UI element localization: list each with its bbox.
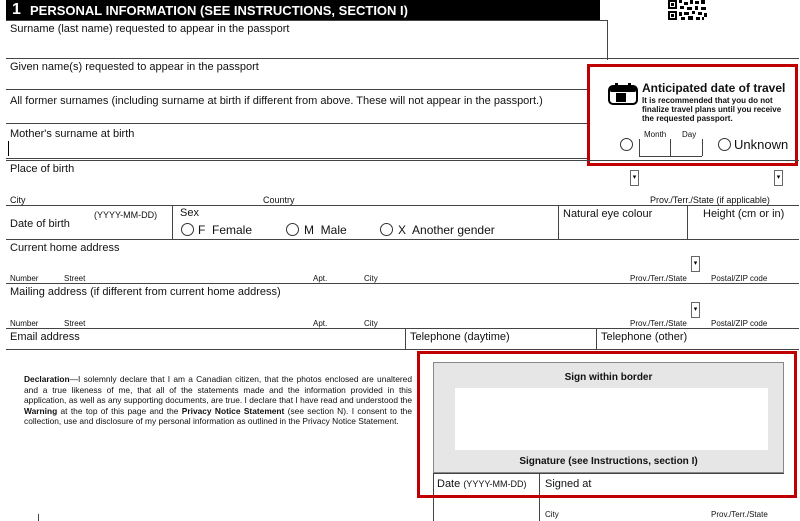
mailing-address-label: Mailing address (if different from current home address) <box>10 286 281 298</box>
birth-prov-label: Prov./Terr./State (if applicable) <box>650 195 770 205</box>
current-city-label: City <box>364 274 378 283</box>
current-postal-label: Postal/ZIP code <box>711 274 768 283</box>
calendar-icon <box>608 83 638 105</box>
mailing-street-label: Street <box>64 319 86 328</box>
travel-title: Anticipated date of travel <box>642 81 786 95</box>
mailing-prov-label: Prov./Terr./State <box>630 319 687 328</box>
signature-label: Signature (see Instructions, section I) <box>519 456 698 467</box>
birth-state-dropdown[interactable]: ▾ <box>774 170 783 186</box>
section-header <box>6 0 600 20</box>
signed-at-label: Signed at <box>545 478 592 490</box>
sign-date-format: (YYYY-MM-DD) <box>463 479 527 489</box>
sex-x-radio[interactable] <box>380 223 393 236</box>
sex-female-label: F Female <box>198 223 253 237</box>
current-prov-label: Prov./Terr./State <box>630 274 687 283</box>
travel-month-input[interactable] <box>641 140 669 155</box>
qr-code-icon <box>668 0 708 20</box>
former-surnames-label: All former surnames (including surname at birth if different from above. These will not appear in the passport.) <box>10 95 543 107</box>
sex-male-label: M Male <box>304 223 347 237</box>
date-of-birth-label: Date of birth <box>10 218 70 230</box>
declaration-part2: at the top of this page and the <box>57 405 182 416</box>
surname-input[interactable] <box>8 38 603 56</box>
former-surnames-input[interactable] <box>8 108 586 122</box>
travel-unknown-radio[interactable] <box>718 138 731 151</box>
mothers-surname-input[interactable] <box>8 141 586 156</box>
current-address-label: Current home address <box>10 242 120 254</box>
travel-day-input[interactable] <box>672 140 701 155</box>
eye-colour-label: Natural eye colour <box>563 208 653 220</box>
tel-day-label: Telephone (daytime) <box>410 331 510 343</box>
declaration-part1: —I solemnly declare that I am a Canadian citizen, that the photos enclosed are unaltered and a true likeness of me, that all of the statements made and the information provided in this application, as well as any supporting documents, are true. I declare that I have read and understood the <box>24 374 412 405</box>
declaration-warning: Warning <box>24 405 58 416</box>
tel-other-label: Telephone (other) <box>601 331 688 343</box>
birth-province-dropdown[interactable]: ▾ <box>630 170 639 186</box>
signed-city-label: City <box>545 510 559 519</box>
declaration-privacy: Privacy Notice Statement <box>181 405 285 416</box>
section-number: 1 <box>12 1 21 18</box>
declaration-part3: (see section N). I consent to the collection, use and disclosure of my personal information as outlined in the Privacy Notice Statement. <box>24 405 412 426</box>
travel-unknown-label: Unknown <box>734 137 789 152</box>
sign-within-label: Sign within border <box>564 372 653 383</box>
mailing-postal-label: Postal/ZIP code <box>711 319 768 328</box>
travel-month-label: Month <box>644 130 667 139</box>
mailing-city-label: City <box>364 319 378 328</box>
mothers-surname-label: Mother's surname at birth <box>10 128 135 140</box>
given-names-label: Given name(s) requested to appear in the passport <box>10 61 259 73</box>
birth-city-label: City <box>10 195 26 205</box>
declaration-lead: Declaration <box>24 374 70 384</box>
travel-date-radio[interactable] <box>620 138 633 151</box>
surname-label: Surname (last name) requested to appear in the passport <box>10 23 290 35</box>
mailing-number-label: Number <box>10 319 39 328</box>
signed-prov-label: Prov./Terr./State <box>711 510 768 519</box>
current-province-dropdown[interactable]: ▾ <box>691 256 700 272</box>
declaration-text <box>24 374 412 427</box>
mailing-province-dropdown[interactable]: ▾ <box>691 302 700 318</box>
signature-highlight-box <box>417 351 797 498</box>
section-title: PERSONAL INFORMATION (SEE INSTRUCTIONS, SECTION I) <box>30 3 408 18</box>
mailing-apt-label: Apt. <box>313 319 328 328</box>
travel-day-label: Day <box>682 130 697 139</box>
sex-female-radio[interactable] <box>181 223 194 236</box>
sex-male-radio[interactable] <box>286 223 299 236</box>
current-number-label: Number <box>10 274 39 283</box>
height-label: Height (cm or in) <box>703 208 785 220</box>
email-label: Email address <box>10 331 80 343</box>
sex-label: Sex <box>180 207 199 219</box>
sex-x-label: X Another gender <box>398 223 495 237</box>
given-names-input[interactable] <box>8 74 586 88</box>
current-apt-label: Apt. <box>313 274 328 283</box>
travel-note: It is recommended that you do not finalize travel plans until you receive the requested passport. <box>642 96 782 123</box>
current-street-label: Street <box>64 274 86 283</box>
sign-date-word: Date <box>437 478 461 490</box>
place-of-birth-label: Place of birth <box>10 163 75 175</box>
date-of-birth-format: (YYYY-MM-DD) <box>94 210 158 220</box>
birth-country-label: Country <box>263 195 295 205</box>
